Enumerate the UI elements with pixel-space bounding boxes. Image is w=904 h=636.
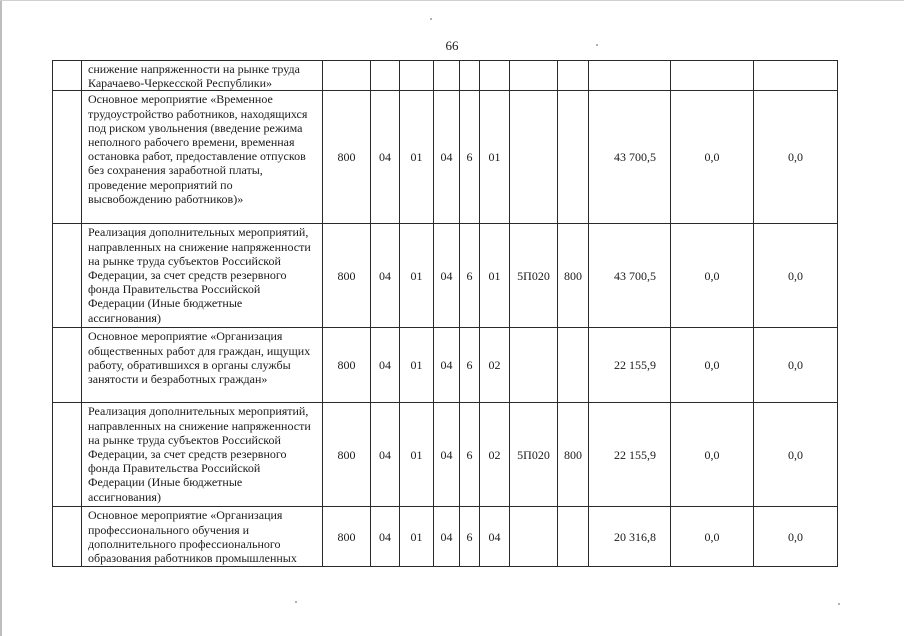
table-row <box>53 61 838 91</box>
empty-cell <box>53 224 82 328</box>
value-cell: 0,0 <box>754 328 838 403</box>
scan-speck <box>295 601 297 603</box>
code-cell: 800 <box>558 224 589 328</box>
code-cell: 01 <box>480 91 510 224</box>
code-cell <box>558 61 589 91</box>
code-cell: 04 <box>371 403 400 507</box>
scan-speck <box>430 18 432 20</box>
value-cell: 0,0 <box>754 224 838 328</box>
value-cell: 0,0 <box>671 403 754 507</box>
row-name: Основное мероприятие «Организация профессионального обучения и дополнительного профессионального образования работников промышленных <box>82 507 323 567</box>
code-cell: 800 <box>323 91 371 224</box>
amount-cell: 43 700,5 <box>589 224 671 328</box>
scan-edge-top <box>0 0 904 1</box>
code-cell: 04 <box>480 507 510 567</box>
code-cell: 6 <box>460 224 480 328</box>
value-cell: 0,0 <box>754 403 838 507</box>
scan-speck <box>596 44 598 46</box>
code-cell: 6 <box>460 403 480 507</box>
empty-cell <box>53 403 82 507</box>
code-cell: 01 <box>480 224 510 328</box>
table-row <box>53 328 838 403</box>
code-cell <box>558 507 589 567</box>
code-cell <box>510 61 558 91</box>
code-cell: 04 <box>371 91 400 224</box>
code-cell: 01 <box>400 403 434 507</box>
value-cell: 0,0 <box>671 507 754 567</box>
empty-cell <box>53 61 82 91</box>
code-cell: 04 <box>434 224 460 328</box>
code-cell: 04 <box>371 224 400 328</box>
code-cell: 04 <box>434 328 460 403</box>
code-cell <box>323 61 371 91</box>
code-cell <box>460 61 480 91</box>
code-cell <box>510 507 558 567</box>
code-cell <box>480 61 510 91</box>
empty-cell <box>53 507 82 567</box>
empty-cell <box>53 91 82 224</box>
value-cell: 0,0 <box>754 91 838 224</box>
amount-cell <box>589 61 671 91</box>
value-cell <box>671 61 754 91</box>
code-cell <box>558 328 589 403</box>
code-cell <box>371 61 400 91</box>
table-row <box>53 403 838 507</box>
code-cell: 04 <box>434 507 460 567</box>
code-cell: 6 <box>460 507 480 567</box>
value-cell: 0,0 <box>671 328 754 403</box>
amount-cell: 43 700,5 <box>589 91 671 224</box>
row-name: снижение напряженности на рынке труда Карачаево-Черкесской Республики» <box>82 61 323 91</box>
row-name: Основное мероприятие «Организация общественных работ для граждан, ищущих работу, обратившихся в органы службы занятости и безработных граждан» <box>82 328 323 403</box>
code-cell: 800 <box>323 507 371 567</box>
code-cell: 02 <box>480 328 510 403</box>
code-cell: 04 <box>371 507 400 567</box>
code-cell <box>434 61 460 91</box>
row-name: Реализация дополнительных мероприятий, направленных на снижение напряженности на рынке труда субъектов Российской Федерации, за счет средств резервного фонда Правительства Российской Федерации (Иные бюджетные ассигнования) <box>82 403 323 507</box>
code-cell: 04 <box>371 328 400 403</box>
value-cell: 0,0 <box>671 224 754 328</box>
code-cell: 800 <box>323 328 371 403</box>
code-cell: 800 <box>558 403 589 507</box>
row-name: Реализация дополнительных мероприятий, направленных на снижение напряженности на рынке труда субъектов Российской Федерации, за счет средств резервного фонда Правительства Российской Федерации (Иные бюджетные ассигнования) <box>82 224 323 328</box>
code-cell: 800 <box>323 403 371 507</box>
table-row <box>53 507 838 567</box>
code-cell: 04 <box>434 91 460 224</box>
budget-table <box>52 60 838 567</box>
code-cell: 6 <box>460 91 480 224</box>
code-cell: 5П020 <box>510 403 558 507</box>
value-cell: 0,0 <box>754 507 838 567</box>
amount-cell: 22 155,9 <box>589 403 671 507</box>
table-row <box>53 91 838 224</box>
code-cell: 6 <box>460 328 480 403</box>
code-cell: 5П020 <box>510 224 558 328</box>
code-cell <box>510 91 558 224</box>
code-cell: 01 <box>400 328 434 403</box>
code-cell <box>400 61 434 91</box>
scan-edge <box>0 0 2 636</box>
page-number: 66 <box>445 38 459 53</box>
code-cell: 800 <box>323 224 371 328</box>
row-name: Основное мероприятие «Временное трудоустройство работников, находящихся под риском увольнения (введение режима неполного рабочего времени, временная остановка работ, предоставление отпусков без сохранения заработной платы, проведение мероприятий по высвобождению работников)» <box>82 91 323 224</box>
value-cell <box>754 61 838 91</box>
code-cell: 01 <box>400 91 434 224</box>
code-cell <box>558 91 589 224</box>
amount-cell: 20 316,8 <box>589 507 671 567</box>
code-cell: 02 <box>480 403 510 507</box>
code-cell: 04 <box>434 403 460 507</box>
amount-cell: 22 155,9 <box>589 328 671 403</box>
code-cell: 01 <box>400 507 434 567</box>
empty-cell <box>53 328 82 403</box>
value-cell: 0,0 <box>671 91 754 224</box>
scan-speck <box>838 603 840 605</box>
table-row <box>53 224 838 328</box>
code-cell <box>510 328 558 403</box>
code-cell: 01 <box>400 224 434 328</box>
